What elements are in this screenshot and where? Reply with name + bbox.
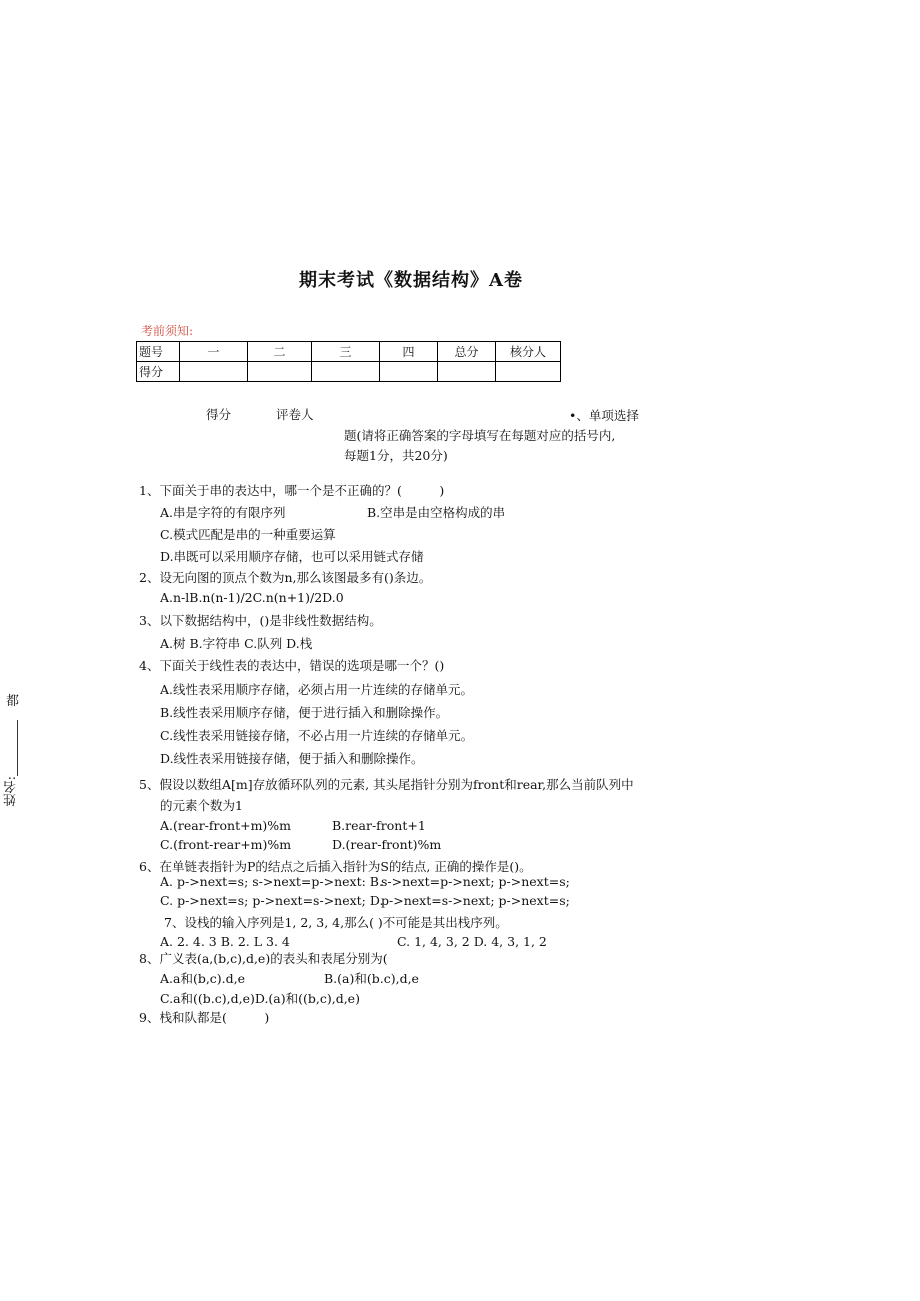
side-dept-label: 都: [6, 694, 20, 709]
question-6: 6、在单链表指针为P的结点之后插入指针为S的结点, 正确的操作是()。: [139, 859, 532, 874]
header-cell-1: 一: [180, 342, 248, 362]
header-cell-checker: 核分人: [496, 342, 561, 362]
q1-option-d: D.串既可以采用顺序存储，也可以采用链式存储: [160, 549, 424, 564]
section-instructions: 题(请将正确答案的字母填写在每题对应的括号内,: [344, 428, 616, 443]
q2-options: A.n-lB.n(n-1)/2C.n(n+1)/2D.0: [160, 590, 344, 605]
q8-option-a: A.a和(b,c).d,e: [160, 971, 246, 986]
header-cell-total: 总分: [438, 342, 496, 362]
grader-reviewer-label: 评卷人: [276, 407, 314, 422]
question-7: 7、设栈的输入序列是1, 2, 3, 4,那么( )不可能是其出栈序列。: [164, 915, 508, 930]
section-points: 每题1分，共20分): [344, 448, 448, 463]
section-heading: •、单项选择: [569, 408, 639, 423]
question-5-line-1: 5、假设以数组A[m]存放循环队列的元素, 其头尾指针分别为front和rear,那么当前队列中: [139, 777, 634, 792]
header-cell-3: 三: [312, 342, 380, 362]
score-table: [136, 341, 561, 382]
question-8: 8、广义表(a,(b,c),d,e)的表头和表尾分别为(: [139, 951, 388, 966]
question-4: 4、下面关于线性表的表达中，错误的选项是哪一个？(): [139, 658, 445, 673]
exam-title: 期末考试《数据结构》A卷: [299, 270, 523, 291]
score-table-score-row: [137, 362, 561, 382]
q5-option-a: A.(rear-front+m)%m: [160, 818, 292, 833]
q8-option-b: B.(a)和(b.c),d,e: [324, 971, 419, 986]
side-name-label: 姓名:: [4, 776, 19, 807]
header-cell-2: 二: [248, 342, 312, 362]
score-cell[interactable]: [248, 362, 312, 382]
q7-options-ab: A. 2. 4. 3 B. 2. L 3. 4: [160, 934, 290, 949]
q7-options-cd: C. 1, 4, 3, 2 D. 4, 3, 1, 2: [397, 934, 547, 949]
grader-score-label: 得分: [206, 407, 232, 422]
q1-option-b: B.空串是由空格构成的串: [367, 505, 506, 520]
q5-option-b: B.rear-front+1: [332, 818, 426, 833]
q1-option-a: A.串是字符的有限序列: [160, 505, 286, 520]
score-cell[interactable]: [312, 362, 380, 382]
question-1: 1、下面关于串的表达中，哪一个是不正确的？( ): [139, 483, 445, 498]
header-cell-question-no: 题号: [137, 342, 180, 362]
side-name-underline: [17, 720, 18, 776]
q6-option-a: A. p->next=s; s->next=p->next: B.: [160, 874, 383, 889]
score-cell[interactable]: [496, 362, 561, 382]
score-cell[interactable]: [380, 362, 438, 382]
question-9: 9、栈和队都是( ): [139, 1010, 270, 1025]
q4-option-b: B.线性表采用顺序存储，便于进行插入和删除操作。: [160, 705, 449, 720]
q6-option-d: p->next=s->next; p->next=s;: [381, 893, 570, 908]
header-cell-4: 四: [380, 342, 438, 362]
q5-option-d: D.(rear-front)%m: [332, 837, 442, 852]
row-label-score: 得分: [137, 362, 180, 382]
score-table-header-row: [137, 342, 561, 362]
notice-label: 考前须知:: [141, 324, 194, 338]
q8-options-cd: C.a和((b.c),d,e)D.(a)和((b,c),d,e): [160, 991, 360, 1006]
q4-option-d: D.线性表采用链接存储，便于插入和删除操作。: [160, 751, 424, 766]
q4-option-a: A.线性表采用顺序存储，必须占用一片连续的存储单元。: [160, 682, 474, 697]
q6-option-c: C. p->next=s; p->next=s->next; D.: [160, 893, 384, 908]
score-cell[interactable]: [438, 362, 496, 382]
question-3: 3、以下数据结构中，()是非线性数据结构。: [139, 613, 382, 628]
question-2: 2、设无向图的顶点个数为n,那么该图最多有()条边。: [139, 570, 432, 585]
question-5-line-2: 的元素个数为1: [160, 798, 243, 813]
q3-options: A.树 B.字符串 C.队列 D.栈: [160, 636, 313, 651]
q6-option-b: s->next=p->next; p->next=s;: [381, 874, 570, 889]
score-cell[interactable]: [180, 362, 248, 382]
q1-option-c: C.模式匹配是串的一种重要运算: [160, 527, 336, 542]
q5-option-c: C.(front-rear+m)%m: [160, 837, 292, 852]
q4-option-c: C.线性表采用链接存储，不必占用一片连续的存储单元。: [160, 728, 474, 743]
